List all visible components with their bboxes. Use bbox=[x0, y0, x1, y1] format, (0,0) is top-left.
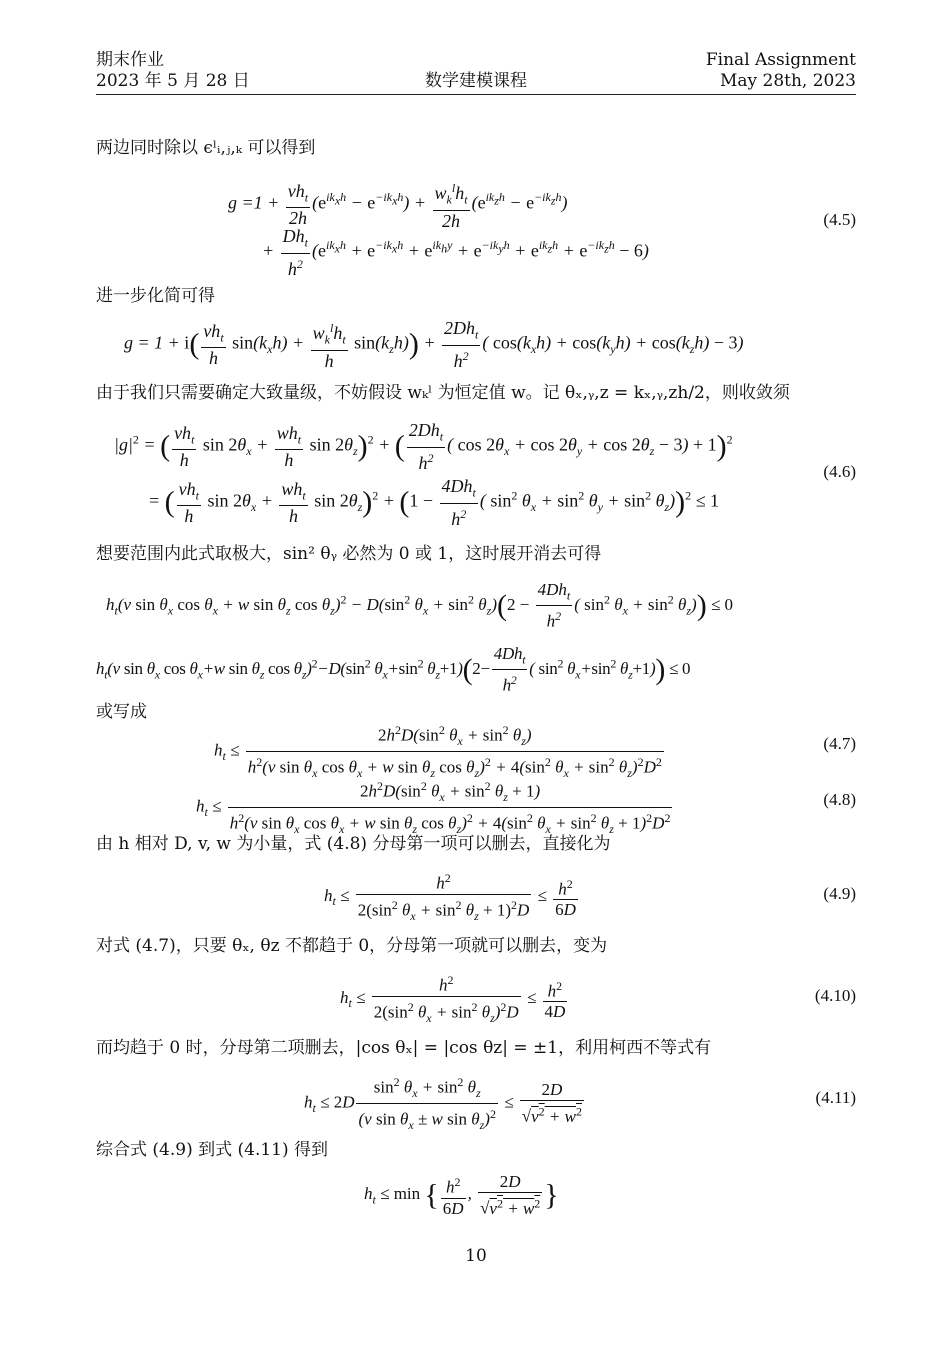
paragraph-6: 由 h 相对 D, v, w 为小量，式 (4.8) 分母第一项可以删去，直接化为 bbox=[96, 834, 611, 854]
equation-4-6-line1: $|g|^2$ = ( $\frac{vh_t}{h}$ $\sin 2\theta_x$ + $\frac{wh_t}{h}$ $\sin 2\theta_z)^2$ + ( $\frac{2Dh_t}{h^2}$ ( $\cos 2\theta_x + \cos 2\theta_y + \cos 2\theta_z - 3) + 1)^2$ bbox=[114, 420, 733, 473]
equation-4-6 bbox=[96, 414, 856, 534]
equation-g-simplified: g = 1 + i( $\frac{vh_t}{h}$ $\sin(k_xh)$ + $\frac{w_k^lh_t}{h}$ $\sin(k_zh)$) + $\frac{2Dh_t}{h^2}$ ( $\cos(k_xh) + \cos(k_yh) + \cos(k_zh) - 3$) bbox=[124, 318, 744, 371]
equation-number-4-6: (4.6) bbox=[823, 462, 856, 481]
equation-inequality-a: $h_t(v$ $\sin \theta_x$ $\cos \theta_x + w$ $\sin \theta_z$ $\cos \theta_z)^2 - D(\sin^2$ $\theta_x + \sin^2 \theta_z)(2$ − $\frac{4Dh_t}{h^2}$ ( $\sin^2 \theta_x + \sin^2 \theta_z)) \le 0$ bbox=[106, 580, 734, 632]
paragraph-1: 两边同时除以 ϵˡᵢ,ⱼ,ₖ 可以得到 bbox=[96, 138, 316, 158]
equation-number-4-9: (4.9) bbox=[823, 884, 856, 903]
equation-4-5-line1: g =1 + $\frac{vh_t}{2h}$ $(e^{ik_xh} - e^{-ik_xh})$ + $\frac{w_k^lh_t}{2h}$ $(e^{ik_zh} - e^{-ik_zh})$ bbox=[228, 178, 568, 231]
header-date-en: May 28th, 2023 bbox=[719, 71, 856, 91]
paragraph-8: 而均趋于 0 时，分母第二项删去，|cos θₓ| = |cos θz| = ±1，利用柯西不等式有 bbox=[96, 1038, 712, 1058]
paragraph-2: 进一步化简可得 bbox=[96, 286, 215, 306]
paragraph-3: 由于我们只需要确定大致量级，不妨假设 wₖˡ 为恒定值 w。记 θₓ,ᵧ,z = kₓ,ᵧ,zh/2，则收敛须 bbox=[96, 383, 790, 403]
equation-4-5-line2: + $\frac{Dh_t}{h^2}$ $(e^{ik_xh} + e^{-ik_xh} + e^{ik_hy} + e^{-ik_yh} + e^{ik_zh} + e^{-ik_zh} - 6)$ bbox=[262, 226, 649, 279]
equation-final-bound: $h_t \le \min$ { $\frac{h^2}{6D}$ , $\frac{2D}{√v^2 + w^2}$ } bbox=[364, 1172, 559, 1218]
equation-4-5 bbox=[96, 170, 856, 279]
equation-4-9: $h_t$ ≤ $\frac{h^2}{2(\sin^2 \theta_x + \sin^2 \theta_z + 1)^2D}$ ≤ $\frac{h^2}{6D}$ (4.9) bbox=[96, 864, 856, 924]
header-date-cn: 2023 年 5 月 28 日 bbox=[96, 71, 250, 91]
paragraph-7: 对式 (4.7)，只要 θₓ, θz 不都趋于 0，分母第一项就可以删去，变为 bbox=[96, 936, 608, 956]
equation-number-4-5: (4.5) bbox=[823, 210, 856, 229]
equation-number-4-8: (4.8) bbox=[823, 790, 856, 809]
equation-number-4-10: (4.10) bbox=[814, 986, 856, 1005]
equation-4-11: $h_t \le 2D$ $\frac{\sin^2 \theta_x + \sin^2 \theta_z}{(v \sin \theta_x \pm w \sin \theta_z)^2}$ ≤ $\frac{2D}{√v^2 + w^2}$ (4.11) bbox=[96, 1068, 856, 1130]
header-assignment-en: Final Assignment bbox=[705, 50, 856, 70]
header-course-title: 数学建模课程 bbox=[425, 71, 527, 91]
equation-4-7: $h_t$ ≤ $2h^2D(\sin^2$ $\theta_x + \sin^2 \theta_z$) $h^2(v$ $\sin \theta_x$ $\cos \theta_x + w$ $\sin \theta_z$ $\cos \theta_z)^2 + 4(\sin^2$ $\theta_x + \sin^2 \theta_z)^2D^2$ (4.7) bbox=[96, 716, 856, 772]
paragraph-4: 想要范围内此式取极大，sin² θᵧ 必然为 0 或 1，这时展开消去可得 bbox=[96, 544, 602, 564]
page-number: 10 bbox=[465, 1246, 487, 1266]
equation-4-6-line2: = ( $\frac{vh_t}{h}$ $\sin 2\theta_x$ + $\frac{wh_t}{h}$ $\sin 2\theta_z)^2 + (1$ − $\frac{4Dh_t}{h^2}$ ( $\sin^2 \theta_x + \sin^2 \theta_y + \sin^2 \theta_z))^2 \le 1$ bbox=[148, 476, 719, 529]
header-right bbox=[706, 50, 856, 92]
equation-number-4-11: (4.11) bbox=[815, 1088, 856, 1107]
paragraph-9: 综合式 (4.9) 到式 (4.11) 得到 bbox=[96, 1140, 329, 1160]
equation-4-8: $h_t$ ≤ $2h^2D(\sin^2$ $\theta_x + \sin^2 \theta_z + 1$) $h^2(v$ $\sin \theta_x$ $\cos \theta_x + w$ $\sin \theta_z$ $\cos \theta_z)^2 + 4(\sin^2$ $\theta_x + \sin^2 \theta_z + 1)^2D^2$ (4.8) bbox=[96, 772, 856, 828]
equation-inequality-b: $h_t(v$ $\sin \theta_x$ $\cos \theta_x+w$ $\sin \theta_z$ $\cos \theta_z)^2-D(\sin^2$ $\theta_x+\sin^2$ $\theta_z+1)(2-$ $\frac{4Dh_t}{h^2}$ ( $\sin^2 \theta_x+\sin^2$ $\theta_z+1)) \le 0$ bbox=[96, 644, 691, 696]
paragraph-5: 或写成 bbox=[96, 702, 147, 722]
header-course-type: 期末作业 bbox=[96, 50, 164, 70]
equation-4-10: $h_t$ ≤ $\frac{h^2}{2(\sin^2 \theta_x + \sin^2 \theta_z)^2D}$ ≤ $\frac{h^2}{4D}$ (4.10) bbox=[96, 966, 856, 1026]
page-header bbox=[96, 50, 856, 95]
equation-number-4-7: (4.7) bbox=[823, 734, 856, 753]
